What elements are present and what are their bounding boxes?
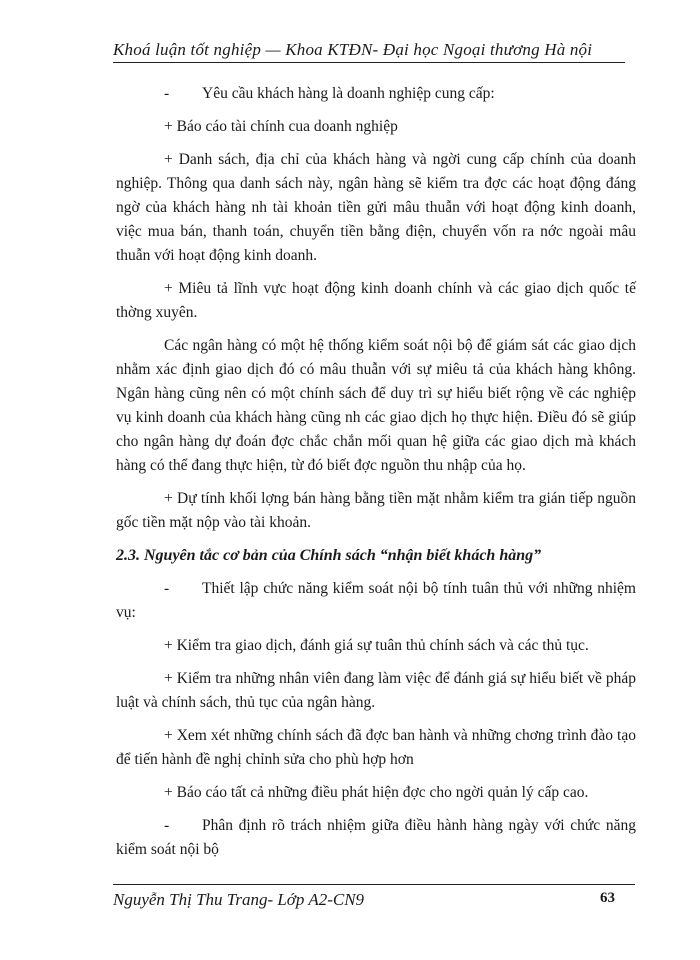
bullet-paragraph	[116, 814, 636, 862]
page-body	[116, 82, 636, 871]
bullet-paragraph	[116, 82, 636, 106]
dash-marker: -	[164, 85, 170, 102]
dash-marker: -	[164, 817, 170, 834]
body-section-b	[116, 577, 636, 862]
body-paragraph: + Báo cáo tài chính cua doanh nghiệp	[164, 118, 398, 135]
header-rule	[113, 62, 625, 63]
body-paragraph: + Dự tính khối lợng bán hàng bằng tiền mặt nhằm kiểm tra gián tiếp nguồn gốc tiền mặt nộp vào tài khoản.	[116, 490, 636, 531]
body-paragraph: + Xem xét những chính sách đã đợc ban hành và những chơng trình đào tạo để tiến hành đề nghị chỉnh sửa cho phù hợp hơn	[116, 727, 636, 768]
body-paragraph: + Danh sách, địa chỉ của khách hàng và ngời cung cấp chính của doanh nghiệp. Thông qua danh sách này, ngân hàng sẽ kiểm tra đợc các hoạt động đáng ngờ của khách hàng nh tài khoản tiền gửi mâu thuẫn với hoạt động kinh doanh, việc mua bán, thanh toán, chuyển tiền bằng điện, chuyển vốn ra nớc ngoài mâu thuẫn với hoạt động kinh doanh.	[116, 151, 636, 264]
paragraph-text: Phân định rõ trách nhiệm giữa điều hành hàng ngày với chức năng kiểm soát nội bộ	[116, 817, 636, 858]
paragraph-text: Yêu cầu khách hàng là doanh nghiệp cung cấp:	[202, 85, 495, 102]
body-section-a	[116, 82, 636, 535]
paragraph-text: Thiết lập chức năng kiểm soát nội bộ tính tuân thủ với những nhiệm vụ:	[116, 580, 636, 621]
footer-author: Nguyễn Thị Thu Trang- Lớp A2-CN9	[113, 890, 365, 909]
dash-marker: -	[164, 580, 170, 597]
body-paragraph: + Báo cáo tất cả những điều phát hiện đợc cho ngời quản lý cấp cao.	[164, 784, 589, 801]
body-paragraph: Các ngân hàng có một hệ thống kiểm soát nội bộ để giám sát các giao dịch nhằm xác định giao dịch đó có mâu thuẫn với sự miêu tả của khách hàng không. Ngân hàng cũng nên có một chính sách để duy trì sự hiểu biết rộng về các nghiệp vụ kinh doanh của khách hàng cũng nh các giao dịch họ thực hiện. Điều đó sẽ giúp cho ngân hàng dự đoán đợc chắc chắn mối quan hệ giữa các giao dịch mà khách hàng có thể đang thực hiện, từ đó biết đợc nguồn thu nhập của họ.	[116, 337, 636, 474]
body-paragraph: + Kiểm tra giao dịch, đánh giá sự tuân thủ chính sách và các thủ tục.	[164, 637, 589, 654]
bullet-paragraph	[116, 577, 636, 625]
body-paragraph: + Miêu tả lĩnh vực hoạt động kinh doanh chính và các giao dịch quốc tế thờng xuyên.	[116, 280, 636, 321]
footer-rule	[113, 884, 635, 885]
page-number: 63	[600, 890, 615, 906]
body-paragraph: + Kiểm tra những nhân viên đang làm việc để đánh giá sự hiểu biết về pháp luật và chính sách, thủ tục của ngân hàng.	[116, 670, 636, 711]
running-header: Khoá luận tốt nghiệp — Khoa KTĐN- Đại học Ngoại thương Hà nội	[113, 40, 593, 59]
section-heading: 2.3. Nguyên tắc cơ bản của Chính sách “nhận biết khách hàng”	[116, 547, 542, 564]
